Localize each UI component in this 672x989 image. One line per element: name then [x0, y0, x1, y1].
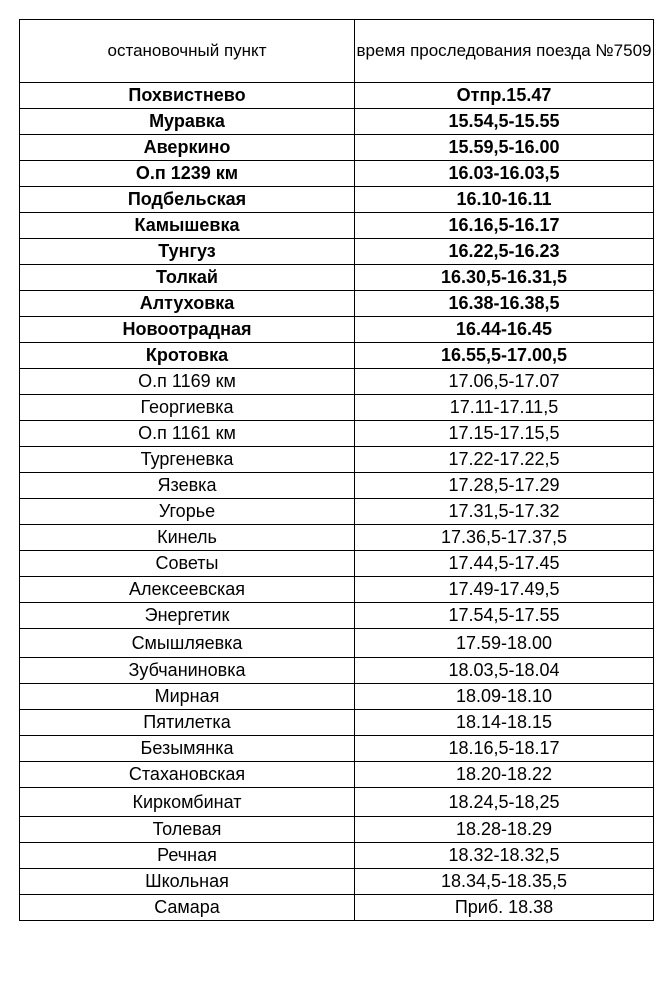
passing-time-cell: 16.30,5-16.31,5	[355, 265, 654, 291]
stop-name-cell: О.п 1169 км	[20, 369, 355, 395]
table-header	[20, 20, 654, 83]
passing-time-cell: 17.22-17.22,5	[355, 447, 654, 473]
passing-time-cell: 18.03,5-18.04	[355, 658, 654, 684]
stop-name-cell: Самара	[20, 895, 355, 921]
table-row	[20, 213, 654, 239]
table-row	[20, 265, 654, 291]
stop-name-cell: Энергетик	[20, 603, 355, 629]
table-row	[20, 869, 654, 895]
table-row	[20, 843, 654, 869]
table-row	[20, 736, 654, 762]
passing-time-cell: 17.06,5-17.07	[355, 369, 654, 395]
train-schedule-table	[19, 19, 654, 921]
passing-time-cell: 16.55,5-17.00,5	[355, 343, 654, 369]
passing-time-cell: 17.15-17.15,5	[355, 421, 654, 447]
stop-name-cell: Школьная	[20, 869, 355, 895]
passing-time-cell: 17.44,5-17.45	[355, 551, 654, 577]
table-row	[20, 83, 654, 109]
header-row	[20, 20, 654, 83]
stop-name-cell: Толкай	[20, 265, 355, 291]
passing-time-cell: Отпр.15.47	[355, 83, 654, 109]
table-row	[20, 395, 654, 421]
table-body	[20, 83, 654, 921]
stop-name-cell: Муравка	[20, 109, 355, 135]
passing-time-cell: 15.59,5-16.00	[355, 135, 654, 161]
table-row	[20, 710, 654, 736]
stop-name-cell: Мирная	[20, 684, 355, 710]
table-row	[20, 291, 654, 317]
passing-time-cell: 18.16,5-18.17	[355, 736, 654, 762]
passing-time-cell: 16.03-16.03,5	[355, 161, 654, 187]
table-row	[20, 473, 654, 499]
passing-time-cell: 16.22,5-16.23	[355, 239, 654, 265]
table-row	[20, 895, 654, 921]
stop-name-cell: Язевка	[20, 473, 355, 499]
table-row	[20, 109, 654, 135]
passing-time-cell: 18.14-18.15	[355, 710, 654, 736]
stop-name-cell: Похвистнево	[20, 83, 355, 109]
table-row	[20, 684, 654, 710]
passing-time-cell: 17.31,5-17.32	[355, 499, 654, 525]
passing-time-cell: Приб. 18.38	[355, 895, 654, 921]
table-row	[20, 317, 654, 343]
passing-time-cell: 17.28,5-17.29	[355, 473, 654, 499]
table-row	[20, 762, 654, 788]
table-row	[20, 161, 654, 187]
header-stop: остановочный пункт	[20, 20, 355, 83]
passing-time-cell: 18.28-18.29	[355, 817, 654, 843]
table-row	[20, 525, 654, 551]
stop-name-cell: Алтуховка	[20, 291, 355, 317]
stop-name-cell: Речная	[20, 843, 355, 869]
table-row	[20, 447, 654, 473]
stop-name-cell: Угорье	[20, 499, 355, 525]
stop-name-cell: Тунгуз	[20, 239, 355, 265]
stop-name-cell: О.п 1239 км	[20, 161, 355, 187]
passing-time-cell: 18.20-18.22	[355, 762, 654, 788]
table-row	[20, 817, 654, 843]
stop-name-cell: Толевая	[20, 817, 355, 843]
stop-name-cell: Камышевка	[20, 213, 355, 239]
stop-name-cell: Георгиевка	[20, 395, 355, 421]
table-row	[20, 499, 654, 525]
stop-name-cell: Безымянка	[20, 736, 355, 762]
passing-time-cell: 17.49-17.49,5	[355, 577, 654, 603]
stop-name-cell: Смышляевка	[20, 629, 355, 658]
passing-time-cell: 17.54,5-17.55	[355, 603, 654, 629]
table-row	[20, 421, 654, 447]
passing-time-cell: 18.09-18.10	[355, 684, 654, 710]
table-row	[20, 369, 654, 395]
table-row	[20, 551, 654, 577]
passing-time-cell: 18.34,5-18.35,5	[355, 869, 654, 895]
passing-time-cell: 18.32-18.32,5	[355, 843, 654, 869]
table-row	[20, 658, 654, 684]
table-row	[20, 629, 654, 658]
stop-name-cell: Кинель	[20, 525, 355, 551]
stop-name-cell: Подбельская	[20, 187, 355, 213]
passing-time-cell: 18.24,5-18,25	[355, 788, 654, 817]
table-row	[20, 187, 654, 213]
stop-name-cell: Стахановская	[20, 762, 355, 788]
passing-time-cell: 16.38-16.38,5	[355, 291, 654, 317]
passing-time-cell: 17.59-18.00	[355, 629, 654, 658]
table-row	[20, 788, 654, 817]
passing-time-cell: 16.44-16.45	[355, 317, 654, 343]
stop-name-cell: Киркомбинат	[20, 788, 355, 817]
stop-name-cell: Пятилетка	[20, 710, 355, 736]
stop-name-cell: Аверкино	[20, 135, 355, 161]
header-time: время проследования поезда №7509	[355, 20, 654, 83]
stop-name-cell: Алексеевская	[20, 577, 355, 603]
passing-time-cell: 16.10-16.11	[355, 187, 654, 213]
passing-time-cell: 15.54,5-15.55	[355, 109, 654, 135]
stop-name-cell: Новоотрадная	[20, 317, 355, 343]
passing-time-cell: 16.16,5-16.17	[355, 213, 654, 239]
stop-name-cell: О.п 1161 км	[20, 421, 355, 447]
passing-time-cell: 17.36,5-17.37,5	[355, 525, 654, 551]
passing-time-cell: 17.11-17.11,5	[355, 395, 654, 421]
table-row	[20, 239, 654, 265]
table-row	[20, 343, 654, 369]
table-row	[20, 135, 654, 161]
table-row	[20, 577, 654, 603]
table-row	[20, 603, 654, 629]
stop-name-cell: Зубчаниновка	[20, 658, 355, 684]
stop-name-cell: Советы	[20, 551, 355, 577]
stop-name-cell: Кротовка	[20, 343, 355, 369]
stop-name-cell: Тургеневка	[20, 447, 355, 473]
